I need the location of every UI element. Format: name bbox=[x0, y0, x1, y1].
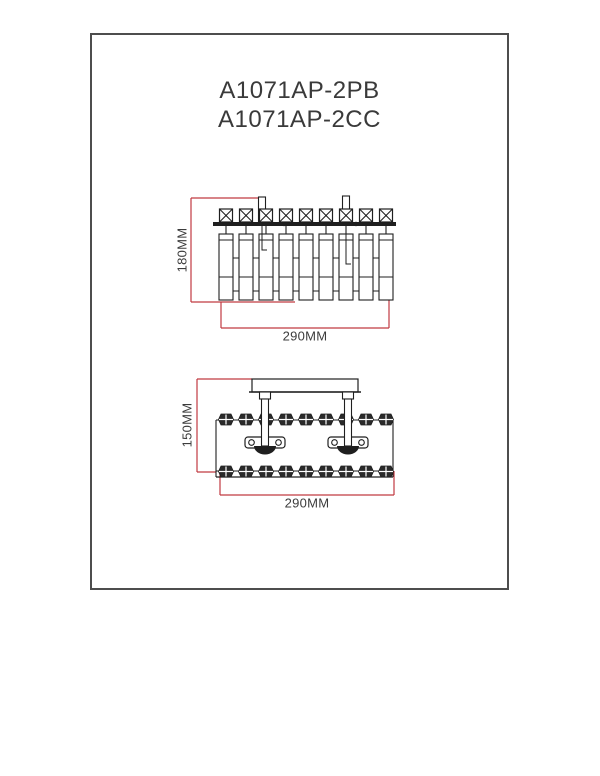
plan-view-drawing bbox=[197, 379, 394, 495]
plan-height-dimension-label: 150MM bbox=[179, 402, 195, 448]
front-view-drawing bbox=[191, 196, 396, 328]
model-number-1: A1071AP-2PB bbox=[219, 77, 380, 104]
front-width-dimension-label: 290MM bbox=[282, 328, 328, 344]
plan-width-dimension-label: 290MM bbox=[284, 495, 330, 511]
model-number-2: A1071AP-2CC bbox=[218, 106, 381, 133]
front-height-dimension-label: 180MM bbox=[174, 227, 190, 273]
